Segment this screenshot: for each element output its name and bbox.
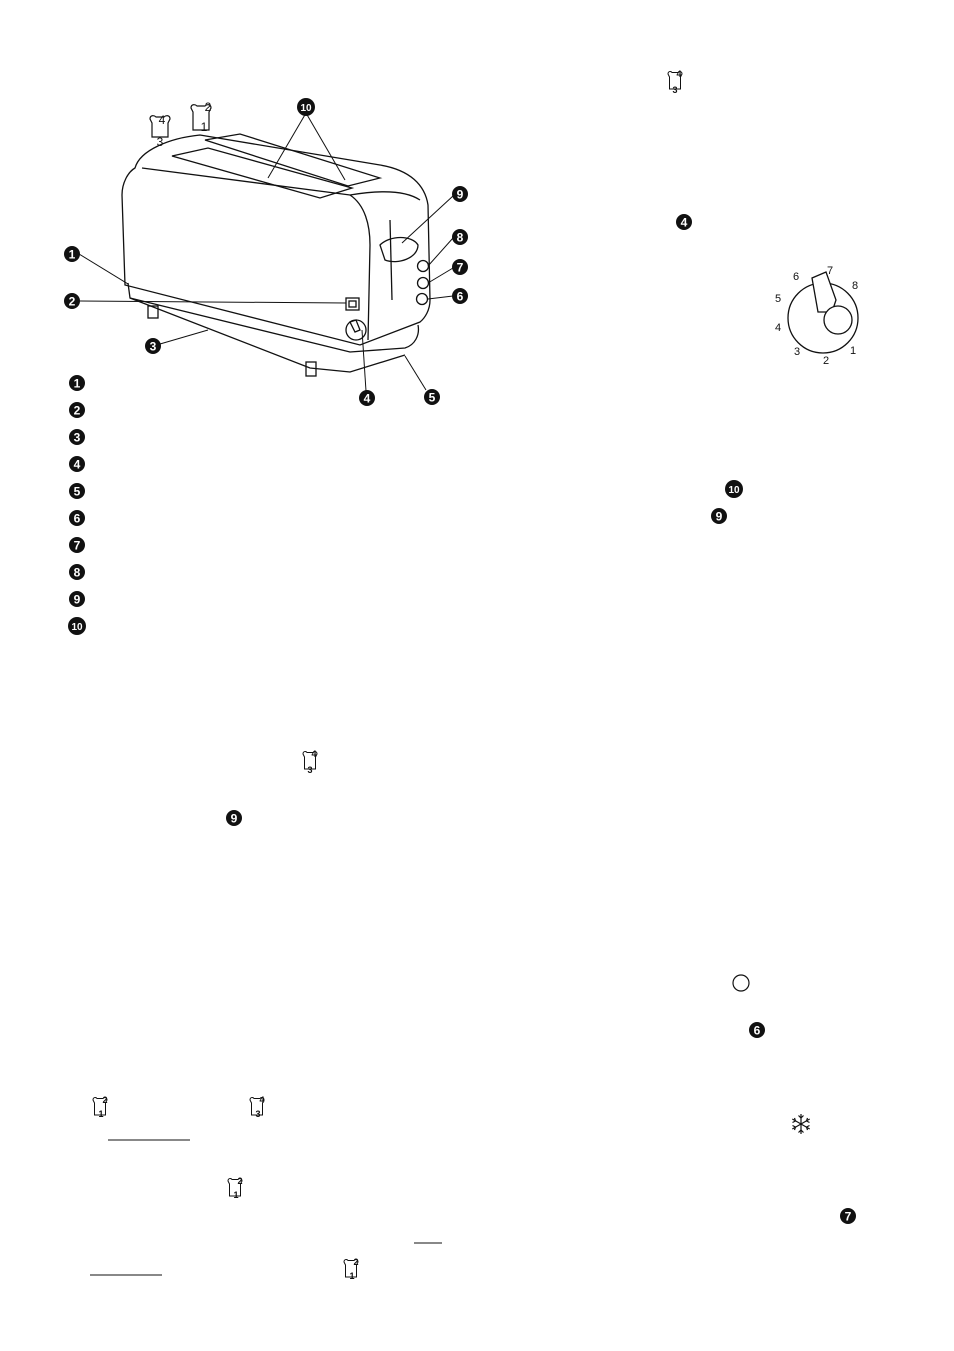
callout-1	[64, 246, 80, 262]
callout-5	[424, 389, 440, 405]
svg-text:7: 7	[826, 265, 834, 277]
svg-text:9: 9	[73, 592, 81, 607]
svg-text:5: 5	[774, 293, 782, 305]
legend-marker-1	[69, 375, 85, 391]
bread-slot-icon	[250, 1095, 265, 1119]
legend-marker-3	[69, 429, 85, 445]
svg-text:9: 9	[456, 187, 464, 202]
defrost-snowflake-icon	[792, 1114, 809, 1134]
toaster-switch-inner	[349, 301, 356, 307]
callout-6	[452, 288, 468, 304]
svg-text:4: 4	[363, 391, 371, 406]
svg-text:1: 1	[349, 1271, 355, 1281]
bread-slot-icon	[303, 749, 317, 775]
legend-marker-2	[69, 402, 85, 418]
callout-9	[452, 186, 468, 202]
svg-text:1: 1	[73, 376, 81, 391]
svg-text:2: 2	[73, 403, 81, 418]
svg-text:4: 4	[676, 69, 682, 79]
browning-knob-handle	[350, 320, 360, 332]
svg-text:4: 4	[259, 1095, 265, 1105]
svg-text:7: 7	[844, 1209, 852, 1224]
svg-text:6: 6	[753, 1023, 761, 1038]
svg-text:1: 1	[233, 1190, 239, 1200]
legend-marker-5	[69, 483, 85, 499]
browning-dial-diagram	[775, 265, 858, 367]
inline-marker-9-left	[226, 810, 242, 826]
bread-slot-icon	[191, 100, 212, 134]
toaster-button-8	[418, 261, 429, 272]
inline-marker-7	[840, 1208, 856, 1224]
inline-marker-9	[711, 508, 727, 524]
svg-text:3: 3	[73, 430, 81, 445]
legend-marker-10	[68, 617, 86, 635]
legend-markers	[68, 375, 86, 635]
legend-marker-7	[69, 537, 85, 553]
legend-marker-4	[69, 456, 85, 472]
toaster-side-edge	[350, 195, 370, 340]
svg-text:5: 5	[428, 390, 436, 405]
lever-track	[390, 220, 392, 300]
leader-lines	[79, 113, 453, 391]
bread-slot-icon	[93, 1095, 108, 1119]
inline-marker-4	[676, 214, 692, 230]
browning-knob	[346, 320, 366, 340]
inline-marker-6	[749, 1022, 765, 1038]
svg-text:8: 8	[456, 230, 464, 245]
legend-marker-9	[69, 591, 85, 607]
svg-text:9: 9	[230, 811, 238, 826]
svg-text:3: 3	[255, 1109, 261, 1119]
svg-text:3: 3	[149, 339, 157, 354]
toaster-top-edge	[142, 168, 420, 200]
svg-text:2: 2	[353, 1257, 359, 1267]
svg-text:4: 4	[158, 113, 166, 127]
callout-10	[297, 98, 315, 116]
svg-text:2: 2	[237, 1176, 243, 1186]
svg-text:10: 10	[300, 103, 312, 114]
svg-text:7: 7	[73, 538, 81, 553]
svg-text:7: 7	[456, 260, 464, 275]
toaster-button-7	[418, 278, 429, 289]
svg-text:4: 4	[680, 215, 688, 230]
dial-handle	[812, 272, 836, 312]
toaster-button-6	[417, 294, 428, 305]
svg-text:2: 2	[68, 294, 76, 309]
legend-marker-8	[69, 564, 85, 580]
svg-text:1: 1	[200, 120, 208, 134]
svg-text:1: 1	[68, 247, 76, 262]
svg-text:6: 6	[73, 511, 81, 526]
svg-text:8: 8	[851, 280, 859, 292]
toaster-illustration	[122, 134, 430, 376]
svg-text:6: 6	[456, 289, 464, 304]
svg-text:4: 4	[774, 322, 782, 334]
bread-slot-icon	[150, 113, 170, 149]
toaster-lever	[380, 238, 418, 262]
toaster-switch	[346, 298, 359, 310]
svg-text:2: 2	[102, 1095, 108, 1105]
svg-text:2: 2	[822, 355, 830, 367]
callout-7	[452, 259, 468, 275]
callout-4	[359, 390, 375, 406]
inline-marker-10	[725, 480, 743, 498]
bread-slot-icon	[228, 1176, 243, 1200]
svg-text:6: 6	[792, 271, 800, 283]
svg-text:3: 3	[672, 85, 678, 95]
svg-text:2: 2	[204, 100, 212, 114]
svg-text:5: 5	[73, 484, 81, 499]
legend-marker-6	[69, 510, 85, 526]
svg-text:9: 9	[715, 509, 723, 524]
callout-2	[64, 293, 80, 309]
svg-text:3: 3	[307, 765, 313, 775]
button-circle-icon	[733, 975, 749, 991]
svg-text:1: 1	[849, 345, 857, 357]
svg-text:8: 8	[73, 565, 81, 580]
svg-text:1: 1	[98, 1109, 104, 1119]
toaster-base	[128, 283, 418, 352]
svg-text:10: 10	[728, 485, 740, 496]
callout-3	[145, 338, 161, 354]
bread-slot-icon	[344, 1257, 359, 1281]
svg-text:3: 3	[156, 135, 164, 149]
dial-knob	[824, 306, 852, 334]
bread-slot-icon	[668, 69, 682, 95]
svg-text:3: 3	[793, 346, 801, 358]
svg-text:10: 10	[71, 622, 83, 633]
svg-text:4: 4	[311, 749, 317, 759]
callout-8	[452, 229, 468, 245]
svg-text:4: 4	[73, 457, 81, 472]
